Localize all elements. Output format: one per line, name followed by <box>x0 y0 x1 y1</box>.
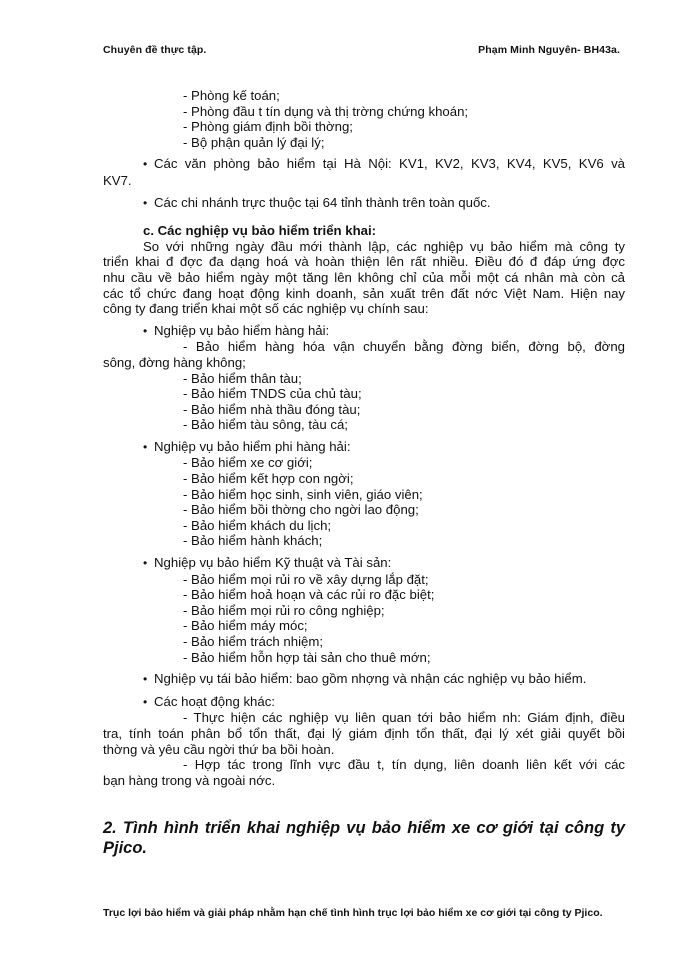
department-item: - Phòng giám định bồi thờng; <box>183 119 353 135</box>
technical-item: - Bảo hiểm trách nhiệm; <box>183 634 323 649</box>
other-paragraph-line: thờng và yêu cầu ngời thứ ba bồi hoàn. <box>103 741 335 757</box>
bullet-icon: • <box>143 323 148 338</box>
non-marine-label: • Nghiệp vụ bảo hiểm phi hàng hải: <box>143 438 351 454</box>
bullet-icon: • <box>143 694 148 709</box>
department-item: - Phòng đầu t tín dụng và thị trờng chứng khoán; <box>183 103 469 119</box>
marine-item: - Bảo hiểm TNDS của chủ tàu; <box>183 386 362 402</box>
bullet-icon: • <box>143 195 148 210</box>
technical-item: - Bảo hiểm mọi rủi ro về xây dựng lắp đặt; <box>183 571 429 587</box>
intro-line: So với những ngày đầu mới thành lập, các nghiệp vụ bảo hiểm mà công ty <box>143 238 625 254</box>
technical-item: - Bảo hiểm mọi rủi ro công nghiệp; <box>183 602 385 618</box>
intro-line: nhu cầu về bảo hiểm ngày một tăng lên không chỉ của mỗi một cá nhân mà còn cả <box>103 269 625 285</box>
section-c-title: c. Các nghiệp vụ bảo hiểm triển khai: <box>143 223 377 239</box>
other-label: • Các hoạt động khác: <box>143 693 275 709</box>
bullet-icon: • <box>143 157 148 172</box>
technical-item: - Bảo hiểm máy móc; <box>183 618 308 634</box>
technical-label: • Nghiệp vụ bảo hiểm Kỹ thuật và Tài sản: <box>143 555 392 571</box>
offices-line-cont: KV7. <box>103 172 132 188</box>
header-left-title: Chuyên đề thực tập. <box>103 44 207 56</box>
offices-line: • Các văn phòng bảo hiểm tại Hà Nội: KV1, KV2, KV3, KV4, KV5, KV6 và <box>143 156 625 172</box>
reinsurance-line: • Nghiệp vụ tái bảo hiểm: bao gồm nhợng và nhận các nghiệp vụ bảo hiểm. <box>143 671 587 687</box>
document-body <box>103 88 625 788</box>
marine-item: - Bảo hiểm hàng hóa vận chuyển bằng đờng biển, đờng bộ, đờng <box>183 339 625 355</box>
intro-line: triển khai đ đợc đa dạng hoá và hoàn thiện lên rất nhiều. Điều đó đ đáp ứng đợc <box>103 254 625 270</box>
footer-title: Trục lợi bảo hiểm và giải pháp nhằm hạn chế tình hình trục lợi bảo hiểm xe cơ giới tại công ty Pjico. <box>103 907 603 919</box>
non-marine-item: - Bảo hiểm kết hợp con ngời; <box>183 471 354 487</box>
non-marine-item: - Bảo hiểm xe cơ giới; <box>183 455 313 471</box>
non-marine-item: - Bảo hiểm học sinh, sinh viên, giáo viên; <box>183 486 423 502</box>
bullet-icon: • <box>143 556 148 571</box>
non-marine-item: - Bảo hiểm hành khách; <box>183 533 323 549</box>
bullet-icon: • <box>143 672 148 687</box>
header-right-author: Phạm Minh Nguyên- BH43a. <box>478 44 620 56</box>
other-paragraph-line: - Thực hiện các nghiệp vụ liên quan tới bảo hiểm nh: Giám định, điều <box>183 710 625 726</box>
bullet-icon: • <box>143 439 148 454</box>
other-paragraph-line: bạn hàng trong và ngoài nớc. <box>103 772 276 788</box>
marine-label: • Nghiệp vụ bảo hiểm hàng hải: <box>143 322 330 338</box>
marine-item: - Bảo hiểm tàu sông, tàu cá; <box>183 417 348 433</box>
non-marine-item: - Bảo hiểm bồi thờng cho ngời lao động; <box>183 502 419 518</box>
intro-line: các tổ chức đang hoạt động kinh doanh, sản xuất trên đất nớc Việt Nam. Hiện nay <box>103 285 625 301</box>
branches-line: • Các chi nhánh trực thuộc tại 64 tỉnh thành trên toàn quốc. <box>143 194 491 210</box>
technical-item: - Bảo hiểm hoả hoạn và các rủi ro đặc biệt; <box>183 587 435 603</box>
department-item: - Bộ phận quản lý đại lý; <box>183 134 325 150</box>
marine-item: - Bảo hiểm thân tàu; <box>183 370 302 386</box>
other-paragraph-line: tra, tính toán phân bổ tổn thất, đại lý giám định tổn thất, đại lý xét giải quyết bồi <box>103 725 625 741</box>
marine-item-cont: sông, đờng hàng không; <box>103 354 246 370</box>
technical-item: - Bảo hiểm hỗn hợp tài sản cho thuê mớn; <box>183 649 431 665</box>
other-paragraph-line: - Hợp tác trong lĩnh vực đầu t, tín dụng, liên doanh liên kết với các <box>183 757 625 773</box>
department-item: - Phòng kế toán; <box>183 88 280 103</box>
non-marine-item: - Bảo hiểm khách du lịch; <box>183 517 332 533</box>
marine-item: - Bảo hiểm nhà thầu đóng tàu; <box>183 401 361 417</box>
section-2-heading: 2. Tình hình triển khai nghiệp vụ bảo hiểm xe cơ giới tại công ty Pjico. <box>103 819 625 857</box>
intro-line: công ty đang triển khai một số các nghiệp vụ chính sau: <box>103 301 429 317</box>
